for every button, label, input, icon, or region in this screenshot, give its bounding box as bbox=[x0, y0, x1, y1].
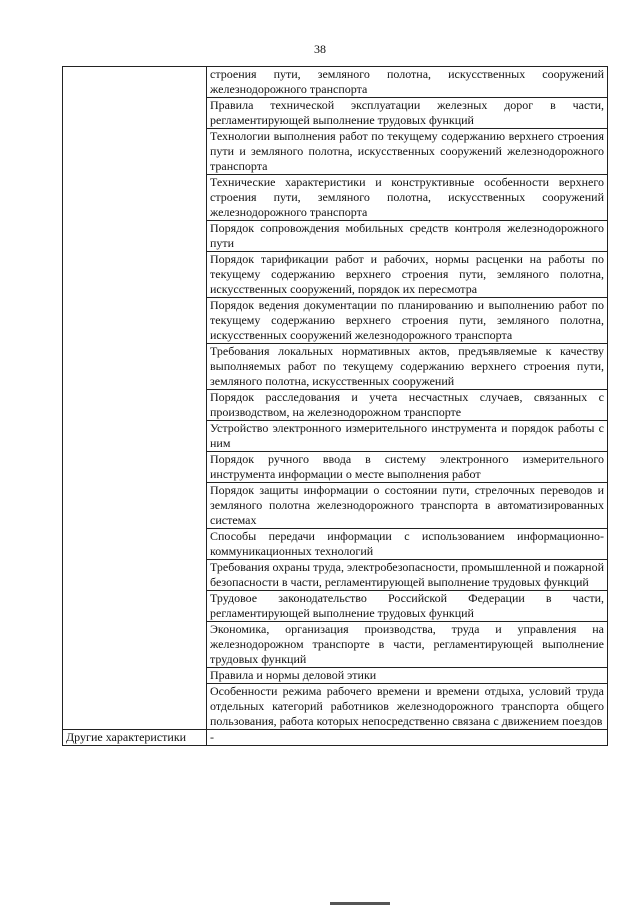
knowledge-item: Порядок ведения документации по планированию и выполнению работ по текущему содержанию верхнего строения пути, земляного полотна, искусственных сооружений железнодорожного транспорта bbox=[207, 298, 608, 344]
table-row-other bbox=[63, 730, 608, 746]
knowledge-item: Трудовое законодательство Российской Федерации в части, регламентирующей выполнение трудовых функций bbox=[207, 591, 608, 622]
other-characteristics-value: - bbox=[207, 730, 608, 746]
left-label-cell bbox=[63, 67, 207, 730]
knowledge-item: Порядок тарификации работ и рабочих, нормы расценки на работы по текущему содержанию верхнего строения пути, земляного полотна, искусственных сооружений, порядок их пересмотра bbox=[207, 252, 608, 298]
knowledge-item: Порядок расследования и учета несчастных случаев, связанных с производством, на железнодорожном транспорте bbox=[207, 390, 608, 421]
knowledge-item: Порядок сопровождения мобильных средств контроля железнодорожного пути bbox=[207, 221, 608, 252]
table-row bbox=[63, 67, 608, 98]
other-characteristics-label: Другие характеристики bbox=[63, 730, 207, 746]
knowledge-item: Правила технической эксплуатации железных дорог в части, регламентирующей выполнение трудовых функций bbox=[207, 98, 608, 129]
knowledge-item: Правила и нормы деловой этики bbox=[207, 668, 608, 684]
knowledge-item: Способы передачи информации с использованием информационно-коммуникационных технологий bbox=[207, 529, 608, 560]
knowledge-item: Устройство электронного измерительного инструмента и порядок работы с ним bbox=[207, 421, 608, 452]
page-number: 38 bbox=[314, 42, 326, 56]
knowledge-item: Технические характеристики и конструктивные особенности верхнего строения пути, земляного полотна, искусственных сооружений железнодорожного транспорта bbox=[207, 175, 608, 221]
knowledge-item: Порядок ручного ввода в систему электронного измерительного инструмента информации о месте выполнения работ bbox=[207, 452, 608, 483]
knowledge-item: Требования охраны труда, электробезопасности, промышленной и пожарной безопасности в части, регламентирующей выполнение трудовых функций bbox=[207, 560, 608, 591]
knowledge-item: строения пути, земляного полотна, искусственных сооружений железнодорожного транспорта bbox=[207, 67, 608, 98]
knowledge-item: Порядок защиты информации о состоянии пути, стрелочных переводов и земляного полотна железнодорожного транспорта в автоматизированных системах bbox=[207, 483, 608, 529]
knowledge-item: Технологии выполнения работ по текущему содержанию верхнего строения пути и земляного полотна, искусственных сооружений железнодорожного транспорта bbox=[207, 129, 608, 175]
knowledge-item: Особенности режима рабочего времени и времени отдыха, условий труда отдельных категорий работников железнодорожного транспорта общего пользования, работа которых непосредственно связана с движением поездов bbox=[207, 684, 608, 730]
knowledge-item: Экономика, организация производства, труда и управления на железнодорожном транспорте в части, регламентирующей выполнение трудовых функций bbox=[207, 622, 608, 668]
requirements-table bbox=[62, 66, 608, 746]
knowledge-item: Требования локальных нормативных актов, предъявляемые к качеству выполняемых работ по текущему содержанию верхнего строения пути, земляного полотна, искусственных сооружений bbox=[207, 344, 608, 390]
